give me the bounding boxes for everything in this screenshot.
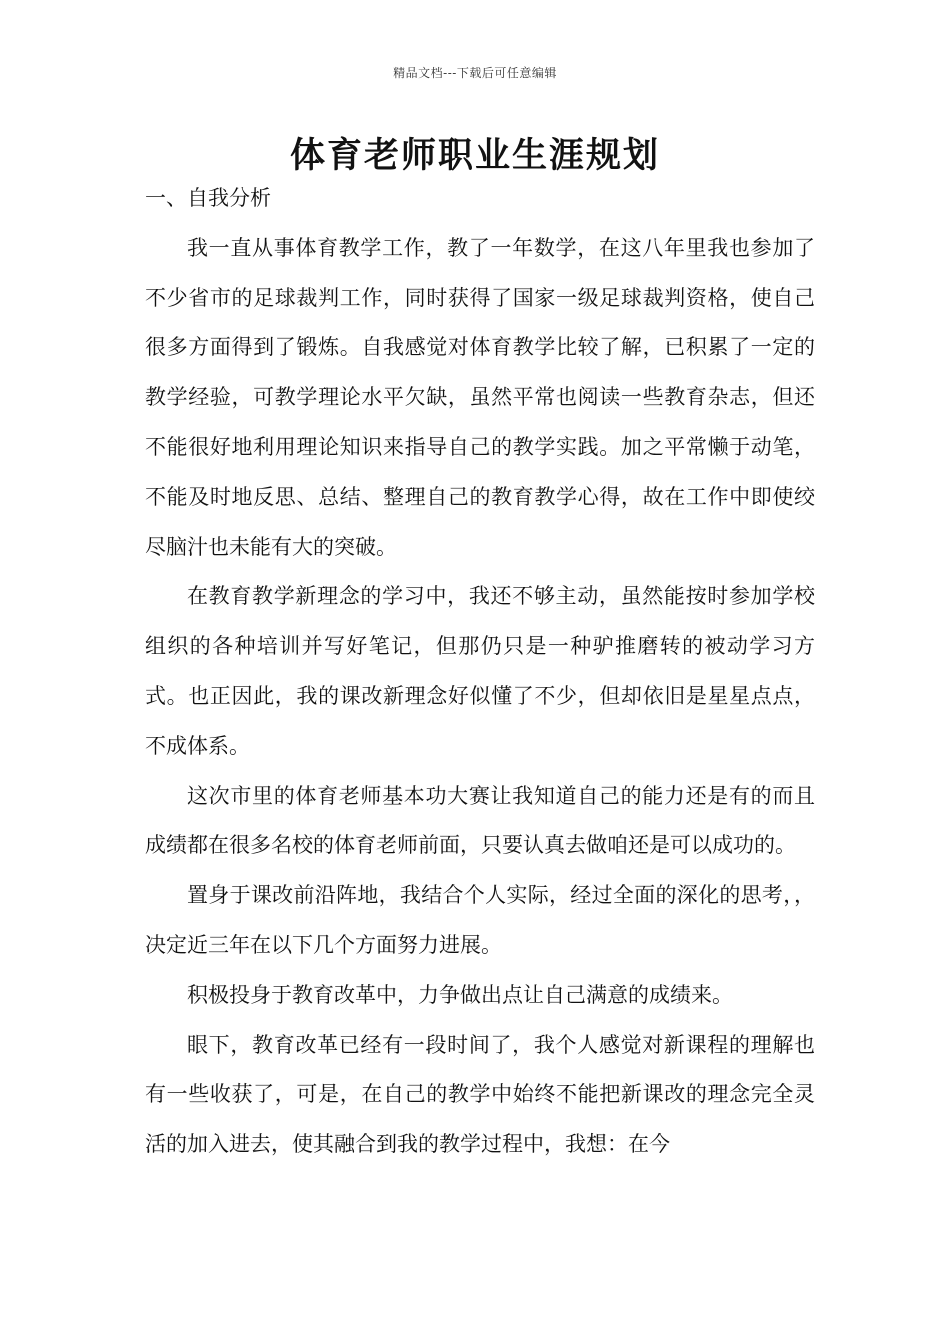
paragraph: 在教育教学新理念的学习中，我还不够主动，虽然能按时参加学校组织的各种培训并写好笔记，但那仍只是一种驴推磨转的被动学习方式。也正因此，我的课改新理念好似懂了不少，但却依旧是星星点点，不成体系。 — [145, 584, 815, 758]
document-title: 体育老师职业生涯规划 — [289, 136, 660, 176]
paragraph: 眼下，教育改革已经有一段时间了，我个人感觉对新课程的理解也有一些收获了，可是，在自己的教学中始终不能把新课改的理念完全灵活的加入进去，使其融合到我的教学过程中，我想：在今 — [145, 1032, 815, 1157]
document-body — [145, 174, 815, 1170]
header-note: 精品文档---下载后可任意编辑 — [393, 66, 557, 80]
paragraph: 置身于课改前沿阵地，我结合个人实际，经过全面的深化的思考，，决定近三年在以下几个方面努力进展。 — [145, 883, 815, 957]
paragraph: 这次市里的体育老师基本功大赛让我知道自己的能力还是有的而且成绩都在很多名校的体育老师前面，只要认真去做咱还是可以成功的。 — [145, 783, 815, 858]
paragraph: 我一直从事体育教学工作，教了一年数学，在这八年里我也参加了不少省市的足球裁判工作，同时获得了国家一级足球裁判资格，使自己很多方面得到了锻炼。自我感觉对体育教学比较了解，已积累了一定的教学经验，可教学理论水平欠缺，虽然平常也阅读一些教育杂志，但还不能很好地利用理论知识来指导自己的教学实践。加之平常懒于动笔，不能及时地反思、总结、整理自己的教育教学心得，故在工作中即使绞尽脑汁也未能有大的突破。 — [145, 235, 815, 559]
paragraph: 积极投身于教育改革中，力争做出点让自己满意的成绩来。 — [187, 982, 733, 1007]
section-heading: 一、自我分析 — [145, 186, 271, 210]
